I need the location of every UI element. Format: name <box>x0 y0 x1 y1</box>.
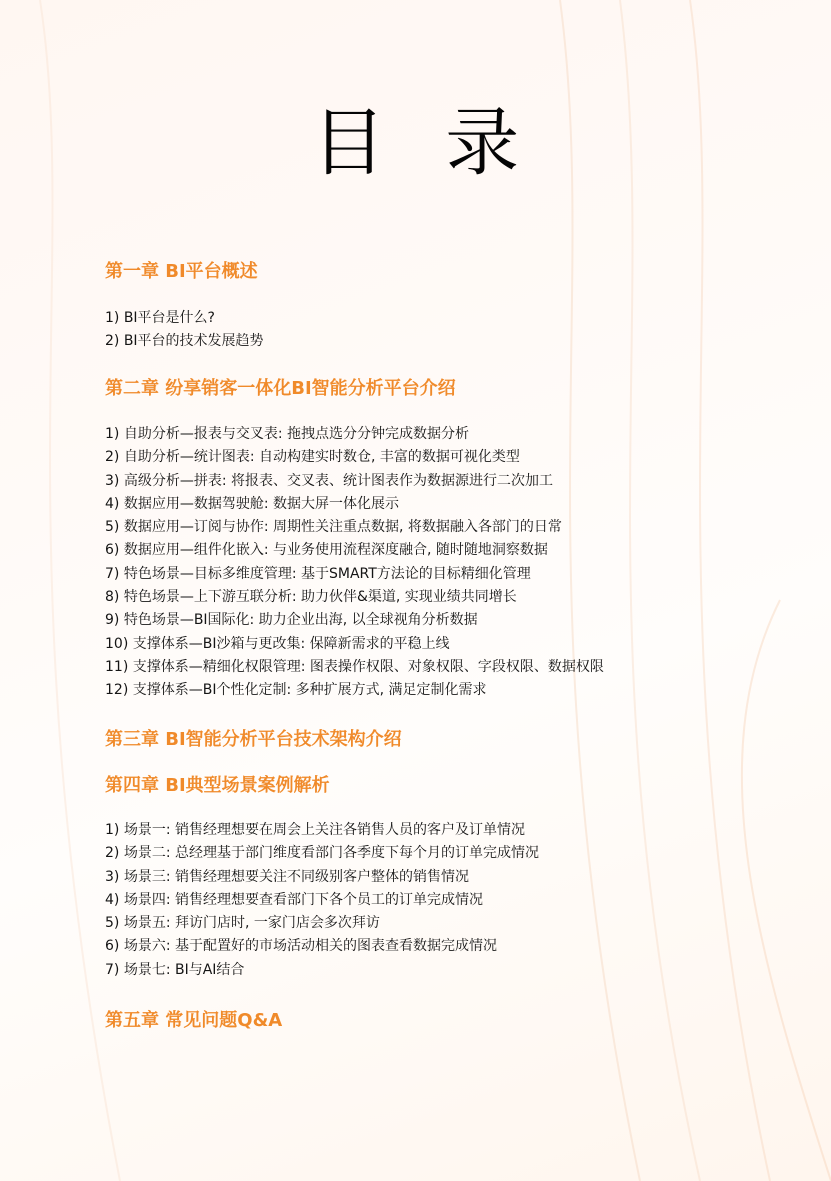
toc-item[interactable]: 6) 场景六: 基于配置好的市场活动相关的图表查看数据完成情况 <box>105 938 497 955</box>
toc-item[interactable]: 1) 场景一: 销售经理想要在周会上关注各销售人员的客户及订单情况 <box>105 822 525 838</box>
chapter-1-title[interactable]: 第一章 BI平台概述 <box>105 261 258 282</box>
chapter-4-items <box>105 819 539 982</box>
toc-item[interactable]: 4) 数据应用—数据驾驶舱: 数据大屏一体化展示 <box>105 495 399 512</box>
toc-item[interactable]: 11) 支撑体系—精细化权限管理: 图表操作权限、对象权限、字段权限、数据权限 <box>105 658 604 675</box>
toc-item[interactable]: 1) 自助分析—报表与交叉表: 拖拽点选分分钟完成数据分析 <box>105 426 469 442</box>
toc-item[interactable]: 2) BI平台的技术发展趋势 <box>105 333 264 350</box>
toc-item[interactable]: 3) 场景三: 销售经理想要关注不同级别客户整体的销售情况 <box>105 868 469 885</box>
toc-item[interactable]: 7) 场景七: BI与AI结合 <box>105 961 245 978</box>
toc-item[interactable]: 6) 数据应用—组件化嵌入: 与业务使用流程深度融合, 随时随地洞察数据 <box>105 542 548 559</box>
toc-item[interactable]: 8) 特色场景—上下游互联分析: 助力伙伴&渠道, 实现业绩共同增长 <box>105 589 517 606</box>
toc-item[interactable]: 9) 特色场景—BI国际化: 助力企业出海, 以全球视角分析数据 <box>105 612 478 629</box>
toc-item[interactable]: 5) 场景五: 拜访门店时, 一家门店会多次拜访 <box>105 915 380 932</box>
toc-item[interactable]: 7) 特色场景—目标多维度管理: 基于SMART方法论的目标精细化管理 <box>105 565 531 582</box>
toc-item[interactable]: 2) 场景二: 总经理基于部门维度看部门各季度下每个月的订单完成情况 <box>105 845 539 862</box>
chapter-3-title[interactable]: 第三章 BI智能分析平台技术架构介绍 <box>105 729 402 750</box>
toc-item[interactable]: 2) 自助分析—统计图表: 自动构建实时数仓, 丰富的数据可视化类型 <box>105 449 520 466</box>
chapter-5-title[interactable]: 第五章 常见问题Q&A <box>105 1010 283 1031</box>
toc-item[interactable]: 12) 支撑体系—BI个性化定制: 多种扩展方式, 满足定制化需求 <box>105 682 487 699</box>
chapter-2-title[interactable]: 第二章 纷享销客一体化BI智能分析平台介绍 <box>105 378 456 399</box>
chapter-1-items <box>105 307 264 354</box>
toc-item[interactable]: 5) 数据应用—订阅与协作: 周期性关注重点数据, 将数据融入各部门的日常 <box>105 519 562 536</box>
page-title: 目 录 <box>311 100 538 186</box>
chapter-2-items <box>105 423 604 703</box>
toc-item[interactable]: 3) 高级分析—拼表: 将报表、交叉表、统计图表作为数据源进行二次加工 <box>105 472 553 489</box>
toc-item[interactable]: 4) 场景四: 销售经理想要查看部门下各个员工的订单完成情况 <box>105 891 483 908</box>
toc-item[interactable]: 10) 支撑体系—BI沙箱与更改集: 保障新需求的平稳上线 <box>105 635 450 652</box>
chapter-4-title[interactable]: 第四章 BI典型场景案例解析 <box>105 775 330 796</box>
toc-item[interactable]: 1) BI平台是什么? <box>105 310 215 326</box>
